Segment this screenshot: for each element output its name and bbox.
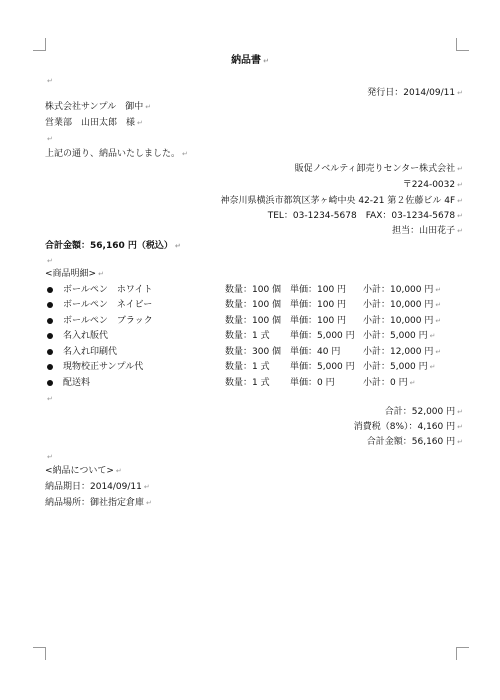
crop-mark-bottom-right — [456, 647, 469, 660]
item-subtotal-text: 小計：10,000 円 — [363, 316, 434, 326]
item-subtotal-text: 小計：10,000 円 — [363, 300, 434, 310]
empty-paragraph — [45, 76, 53, 87]
paragraph-mark: ↵ — [47, 395, 53, 403]
item-subtotal — [363, 331, 436, 342]
paragraph-mark: ↵ — [174, 242, 181, 250]
total-amount — [45, 241, 181, 252]
item-subtotal — [363, 300, 441, 311]
empty-paragraph — [45, 394, 53, 405]
summary-subtotal-text: 合計：52,000 円 — [384, 407, 456, 417]
item-subtotal-text: 小計：10,000 円 — [363, 285, 434, 295]
sender-company-text: 販促ノベルティ卸売りセンター株式会社 — [294, 164, 456, 174]
paragraph-mark: ↵ — [435, 286, 442, 294]
item-subtotal — [363, 362, 436, 373]
list-item — [45, 285, 465, 297]
bullet-icon — [47, 287, 53, 293]
paragraph-mark: ↵ — [409, 379, 416, 387]
delivery-place — [45, 498, 152, 509]
paragraph-mark: ↵ — [47, 77, 53, 85]
item-quantity: 数量：1 式 — [225, 362, 270, 372]
sender-staff-text: 担当：山田花子 — [392, 226, 456, 236]
item-subtotal — [363, 285, 441, 296]
bullet-icon — [47, 302, 53, 308]
item-name: ボールペン ブラック — [63, 316, 153, 326]
paragraph-mark: ↵ — [98, 270, 104, 278]
paragraph-mark: ↵ — [457, 438, 463, 446]
bullet-icon — [47, 333, 53, 339]
item-subtotal — [363, 347, 441, 358]
list-item — [45, 378, 465, 390]
paragraph-mark: ↵ — [145, 103, 152, 111]
paragraph-mark: ↵ — [435, 317, 442, 325]
delivery-date — [45, 482, 150, 493]
sender-address — [220, 196, 463, 207]
paragraph-mark: ↵ — [115, 467, 122, 475]
item-quantity: 数量：100 個 — [225, 285, 282, 295]
item-subtotal-text: 小計：12,000 円 — [363, 347, 434, 357]
paragraph-mark: ↵ — [457, 408, 463, 416]
item-subtotal — [363, 378, 415, 389]
paragraph-mark: ↵ — [146, 499, 152, 507]
sender-zip — [403, 180, 463, 191]
item-quantity: 数量：100 個 — [225, 316, 282, 326]
paragraph-mark: ↵ — [263, 57, 269, 65]
paragraph-mark: ↵ — [435, 301, 442, 309]
delivery-date-text: 納品期日：2014/09/11 — [45, 482, 142, 492]
empty-paragraph — [45, 452, 53, 463]
item-subtotal-text: 小計：5,000 円 — [363, 331, 428, 341]
crop-mark-top-right — [456, 38, 469, 51]
paragraph-mark: ↵ — [143, 483, 150, 491]
item-subtotal-text: 小計：5,000 円 — [363, 362, 428, 372]
sender-address-text: 神奈川県横浜市都筑区茅ヶ崎中央 42-21 第２佐藤ビル 4F — [220, 196, 456, 206]
paragraph-mark: ↵ — [47, 135, 53, 143]
item-name: ボールペン ネイビー — [63, 300, 153, 310]
paragraph-mark: ↵ — [457, 212, 463, 220]
issue-date-text: 発行日：2014/09/11 — [367, 88, 456, 98]
item-name: 配送料 — [63, 378, 91, 388]
crop-mark-bottom-left — [33, 647, 46, 660]
sender-zip-text: 〒224-0032 — [402, 180, 456, 190]
details-header — [45, 269, 104, 280]
bullet-icon — [47, 364, 53, 370]
paragraph-mark: ↵ — [457, 181, 463, 189]
list-item — [45, 347, 465, 359]
item-unit-price: 単価：40 円 — [290, 347, 341, 357]
sender-contact-text: TEL：03-1234-5678 FAX：03-1234-5678 — [267, 211, 456, 221]
crop-mark-top-left — [33, 38, 46, 51]
item-quantity: 数量：1 式 — [225, 378, 270, 388]
paragraph-mark: ↵ — [47, 257, 53, 265]
item-unit-price: 単価：100 円 — [290, 300, 347, 310]
item-name: 現物校正サンプル代 — [63, 362, 144, 372]
item-name: 名入れ印刷代 — [63, 347, 118, 357]
paragraph-mark: ↵ — [457, 227, 463, 235]
paragraph-mark: ↵ — [47, 453, 53, 461]
empty-paragraph — [45, 256, 53, 267]
recipient-company-text: 株式会社サンプル 御中 — [45, 102, 144, 112]
summary-subtotal — [385, 407, 463, 418]
item-quantity: 数量：100 個 — [225, 300, 282, 310]
paragraph-mark: ↵ — [457, 165, 463, 173]
intro-sentence: 上記の通り、納品いたしました。 — [45, 149, 181, 159]
item-subtotal-text: 小計：0 円 — [363, 378, 408, 388]
item-unit-price: 単価：100 円 — [290, 285, 347, 295]
item-quantity: 数量：300 個 — [225, 347, 282, 357]
bullet-icon — [47, 380, 53, 386]
total-amount-text: 合計金額：56,160 円（税込） — [45, 241, 173, 251]
title-text: 納品書 — [231, 55, 262, 66]
item-quantity: 数量：1 式 — [225, 331, 270, 341]
document-title — [0, 55, 500, 67]
sender-staff — [392, 226, 463, 237]
item-unit-price: 単価：5,000 円 — [290, 331, 355, 341]
details-header-text: <商品明細> — [45, 269, 97, 279]
recipient-company — [45, 102, 151, 113]
paragraph-mark: ↵ — [429, 363, 436, 371]
item-name: ボールペン ホワイト — [63, 285, 153, 295]
issue-date — [367, 88, 463, 99]
delivery-header — [45, 466, 122, 477]
item-unit-price: 単価：0 円 — [290, 378, 335, 388]
intro-text — [45, 149, 188, 160]
list-item — [45, 331, 465, 343]
bullet-icon — [47, 349, 53, 355]
list-item — [45, 362, 465, 374]
sender-contact — [268, 211, 463, 222]
paragraph-mark: ↵ — [429, 332, 436, 340]
paragraph-mark: ↵ — [435, 348, 442, 356]
summary-total-text: 合計金額：56,160 円 — [366, 437, 456, 447]
recipient-person — [45, 118, 143, 129]
delivery-place-text: 納品場所：御社指定倉庫 — [45, 498, 145, 508]
item-subtotal — [363, 316, 441, 327]
item-unit-price: 単価：100 円 — [290, 316, 347, 326]
sender-company — [295, 164, 463, 175]
summary-total — [367, 437, 463, 448]
list-item — [45, 300, 465, 312]
paragraph-mark: ↵ — [457, 423, 463, 431]
summary-tax — [354, 422, 463, 433]
recipient-person-text: 営業部 山田太郎 様 — [45, 118, 136, 128]
paragraph-mark: ↵ — [457, 197, 463, 205]
list-item — [45, 316, 465, 328]
delivery-header-text: <納品について> — [45, 466, 114, 476]
paragraph-mark: ↵ — [457, 89, 463, 97]
empty-paragraph — [45, 134, 53, 145]
paragraph-mark: ↵ — [137, 119, 143, 127]
item-unit-price: 単価：5,000 円 — [290, 362, 355, 372]
bullet-icon — [47, 318, 53, 324]
summary-tax-text: 消費税（8%）：4,160 円 — [353, 422, 456, 432]
item-name: 名入れ版代 — [63, 331, 109, 341]
paragraph-mark: ↵ — [182, 150, 188, 158]
